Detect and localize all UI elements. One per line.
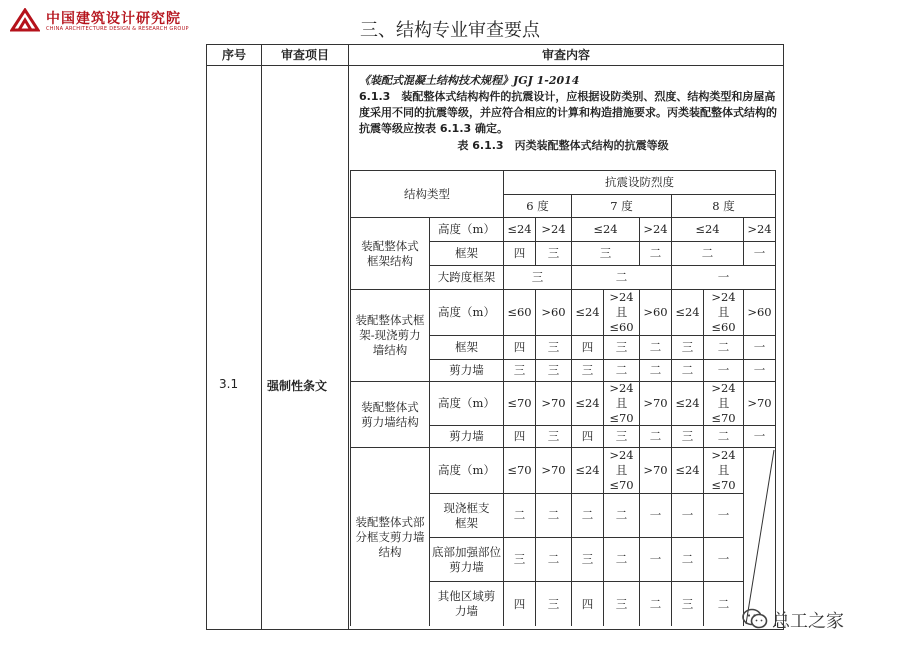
table-cell: >24且≤70 [704,382,744,426]
table-cell: >70 [744,382,776,426]
group-partial-frame-supported-shearwall: 装配整体式部分框支剪力墙结构 [350,448,430,626]
diagonal-line-icon [744,448,776,626]
clause-standard: 《装配式混凝土结构技术规程》JGJ 1-2014 [359,74,580,87]
table-cell: 三 [536,426,572,448]
table-cell: ≤24 [572,218,640,242]
group-shearwall-structure: 装配整体式剪力墙结构 [350,382,430,448]
table-cell: ≤70 [504,448,536,494]
table-cell: 四 [504,426,536,448]
col-divider [261,45,262,629]
page-title: 三、结构专业审查要点 [360,20,540,41]
table-cell: 二 [536,494,572,538]
head-8-degree: 8 度 [672,195,776,218]
label-other-area-wall: 其他区域剪力墙 [430,582,504,626]
table-cell: 二 [672,360,704,382]
table-cell: 二 [604,360,640,382]
table-cell: 四 [572,582,604,626]
table-cell: 一 [744,426,776,448]
table-cell: 二 [672,242,744,266]
table-cell: ≤24 [504,218,536,242]
label-height: 高度（m） [430,382,504,426]
table-cell: >70 [640,382,672,426]
table-cell: 一 [640,538,672,582]
head-intensity: 抗震设防烈度 [504,170,776,195]
header-divider [207,65,783,66]
table-cell: >24 [744,218,776,242]
table-cell: 三 [572,538,604,582]
label-cast-frame-support: 现浇框支框架 [430,494,504,538]
table-cell: 二 [572,266,672,290]
inner-table-caption: 表 6.1.3 丙类装配整体式结构的抗震等级 [457,139,669,152]
table-cell: 一 [704,538,744,582]
table-cell: ≤24 [672,218,744,242]
label-frame: 框架 [430,242,504,266]
table-cell: >24且≤70 [704,448,744,494]
table-cell: 三 [504,360,536,382]
table-cell: >24且≤60 [704,290,744,336]
label-frame: 框架 [430,336,504,360]
blank-diagonal-cell [744,448,776,626]
table-cell: ≤24 [672,448,704,494]
label-height: 高度（m） [430,218,504,242]
label-height: 高度（m） [430,448,504,494]
head-6-degree: 6 度 [504,195,572,218]
header-item: 审查项目 [280,48,329,62]
table-cell: 三 [672,582,704,626]
table-cell: 二 [640,360,672,382]
group-frame-structure: 装配整体式框架结构 [350,218,430,290]
table-cell: 二 [604,538,640,582]
table-cell: 三 [672,336,704,360]
table-cell: 二 [640,242,672,266]
table-cell: 二 [704,336,744,360]
table-cell: ≤24 [672,290,704,336]
table-cell: 一 [704,360,744,382]
table-cell: 三 [604,582,640,626]
table-cell: 四 [572,426,604,448]
head-structure-type: 结构类型 [350,170,504,218]
table-cell: 三 [604,336,640,360]
label-long-span-frame: 大跨度框架 [430,266,504,290]
table-cell: >70 [536,382,572,426]
table-cell: 四 [504,336,536,360]
table-cell: 一 [672,266,776,290]
col-divider [348,45,349,629]
table-cell: 三 [572,242,640,266]
table-cell: 二 [572,494,604,538]
label-height: 高度（m） [430,290,504,336]
table-cell: ≤24 [572,382,604,426]
head-7-degree: 7 度 [572,195,672,218]
table-cell: >60 [640,290,672,336]
table-cell: ≤24 [572,290,604,336]
table-cell: ≤60 [504,290,536,336]
table-cell: 一 [744,242,776,266]
table-cell: 二 [640,426,672,448]
table-cell: 三 [672,426,704,448]
watermark [742,606,882,632]
table-cell: 三 [504,538,536,582]
watermark-text: 总工之家 [772,611,844,632]
table-cell: >24 [536,218,572,242]
table-cell: 三 [536,336,572,360]
table-cell: 一 [744,360,776,382]
table-cell: 三 [536,242,572,266]
table-cell: 二 [604,494,640,538]
clause-text: 6.1.3 装配整体式结构构件的抗震设计，应根据设防类别、烈度、结构类型和房屋高度采用不同的抗震等级，并应符合相应的计算和构造措施要求。丙类装配整体式结构的抗震等级应按表 6.1.3 确定。 [359,90,777,135]
label-shear-wall: 剪力墙 [430,426,504,448]
table-cell: 二 [640,336,672,360]
table-cell: 二 [536,538,572,582]
table-cell: ≤24 [672,382,704,426]
table-cell: >60 [744,290,776,336]
table-cell: 二 [640,582,672,626]
label-shear-wall: 剪力墙 [430,360,504,382]
logo-text-cn: 中国建筑设计研究院 [46,11,181,27]
table-cell: ≤24 [572,448,604,494]
row-item: 强制性条文 [267,379,328,393]
table-cell: 二 [504,494,536,538]
table-cell: 二 [704,582,744,626]
table-cell: >24且≤70 [604,382,640,426]
table-cell: 三 [536,360,572,382]
table-cell: >60 [536,290,572,336]
table-cell: 三 [604,426,640,448]
table-cell: 二 [704,426,744,448]
logo-text-en: CHINA ARCHITECTURE DESIGN & RESEARCH GROUP [46,26,189,32]
table-cell: 一 [704,494,744,538]
table-cell: >70 [536,448,572,494]
table-cell: 四 [504,582,536,626]
table-cell: 二 [672,538,704,582]
table-cell: 三 [536,582,572,626]
table-cell: 三 [504,266,572,290]
table-cell: >24且≤70 [604,448,640,494]
table-cell: >24 [640,218,672,242]
header-seq: 序号 [221,48,246,62]
seismic-grade-table [350,170,778,626]
header-content: 审查内容 [541,48,590,62]
table-cell: 四 [504,242,536,266]
table-cell: 一 [744,336,776,360]
clause-block [359,73,783,137]
label-bottom-strengthened-wall: 底部加强部位剪力墙 [430,538,504,582]
table-cell: ≤70 [504,382,536,426]
table-cell: 一 [640,494,672,538]
group-frame-shearwall-structure: 装配整体式框架-现浇剪力墙结构 [350,290,430,382]
table-cell: 一 [672,494,704,538]
table-cell: >70 [640,448,672,494]
table-cell: >24且≤60 [604,290,640,336]
row-seq: 3.1 [219,377,239,391]
table-cell: 三 [572,360,604,382]
table-cell: 四 [572,336,604,360]
wechat-icon [742,608,768,630]
